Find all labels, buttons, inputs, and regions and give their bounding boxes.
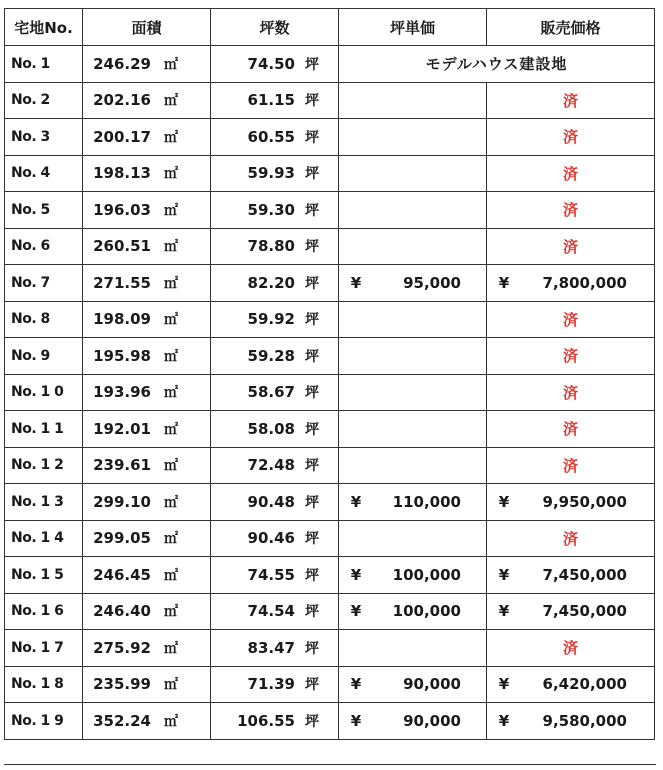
header-price: 販売価格 [487,9,655,46]
tsubo-unit: 坪 [305,348,319,365]
price-cell [487,484,655,521]
tsubo-unit: 坪 [305,56,319,73]
tsubo-cell [211,447,339,484]
unit-price-cell [339,82,487,119]
area-value: 299.05 [93,529,151,548]
area-value: 275.92 [93,638,151,657]
area-cell [83,411,211,448]
price-value: 9,950,000 [542,492,627,511]
unit-price-cell [339,630,487,667]
tsubo-unit: 坪 [305,166,319,183]
sqm-unit: ㎡ [164,93,178,110]
sqm-unit: ㎡ [164,348,178,365]
tsubo-cell [211,265,339,302]
tsubo-value: 71.39 [247,675,295,694]
area-cell [83,447,211,484]
area-value: 200.17 [93,127,151,146]
table-row [5,630,655,667]
lot-number: No. 9 [5,338,83,375]
table-row [5,447,655,484]
tsubo-value: 59.92 [247,310,295,329]
table-row [5,666,655,703]
sold-status: 済 [487,374,655,411]
header-unit-price: 坪単価 [339,9,487,46]
tsubo-unit: 坪 [305,202,319,219]
area-value: 198.09 [93,310,151,329]
area-cell [83,484,211,521]
sold-status: 済 [487,520,655,557]
tsubo-cell [211,557,339,594]
tsubo-value: 61.15 [247,91,295,110]
unit-price-cell [339,447,487,484]
sold-status: 済 [487,411,655,448]
unit-price-cell [339,411,487,448]
sqm-unit: ㎡ [164,202,178,219]
table-row [5,155,655,192]
lot-number: No. 1 6 [5,593,83,630]
area-cell [83,192,211,229]
tsubo-value: 78.80 [247,237,295,256]
tsubo-cell [211,338,339,375]
tsubo-value: 58.67 [247,383,295,402]
tsubo-value: 72.48 [247,456,295,475]
sold-status: 済 [487,155,655,192]
table-row [5,301,655,338]
lot-number: No. 7 [5,265,83,302]
table-row [5,593,655,630]
area-value: 246.45 [93,565,151,584]
sold-status: 済 [487,447,655,484]
area-cell [83,338,211,375]
lot-number: No. 1 [5,46,83,83]
area-cell [83,301,211,338]
unit-price-cell [339,155,487,192]
table-row [5,557,655,594]
lot-number: No. 8 [5,301,83,338]
tsubo-value: 90.46 [247,529,295,548]
unit-price-cell [339,301,487,338]
lot-number: No. 1 9 [5,703,83,740]
unit-price-cell [339,557,487,594]
tsubo-cell [211,520,339,557]
tsubo-cell [211,666,339,703]
sold-status: 済 [487,228,655,265]
tsubo-cell [211,82,339,119]
tsubo-cell [211,228,339,265]
yen-symbol: ¥ [350,492,362,511]
sqm-unit: ㎡ [164,494,178,511]
tsubo-unit: 坪 [305,421,319,438]
area-cell [83,666,211,703]
sqm-unit: ㎡ [164,677,178,694]
yen-symbol: ¥ [498,675,510,694]
tsubo-unit: 坪 [305,604,319,621]
tsubo-value: 59.93 [247,164,295,183]
lot-number: No. 6 [5,228,83,265]
sold-status: 済 [487,301,655,338]
area-value: 196.03 [93,200,151,219]
tsubo-value: 106.55 [237,711,295,730]
area-value: 352.24 [93,711,151,730]
price-value: 7,450,000 [542,602,627,621]
area-cell [83,265,211,302]
sqm-unit: ㎡ [164,385,178,402]
sqm-unit: ㎡ [164,275,178,292]
tsubo-unit: 坪 [305,275,319,292]
sold-status: 済 [487,119,655,156]
yen-symbol: ¥ [350,711,362,730]
sqm-unit: ㎡ [164,129,178,146]
tsubo-value: 60.55 [247,127,295,146]
price-cell [487,593,655,630]
sold-status: 済 [487,192,655,229]
unit-price-cell [339,119,487,156]
area-value: 260.51 [93,237,151,256]
sold-status: 済 [487,82,655,119]
table-row [5,703,655,740]
table-row [5,520,655,557]
tsubo-cell [211,119,339,156]
header-row [5,9,655,46]
yen-symbol: ¥ [350,602,362,621]
tsubo-cell [211,484,339,521]
price-cell [487,666,655,703]
tsubo-value: 90.48 [247,492,295,511]
tsubo-value: 58.08 [247,419,295,438]
tsubo-unit: 坪 [305,239,319,256]
table-row [5,228,655,265]
tsubo-value: 74.50 [247,54,295,73]
lot-price-table [4,8,655,740]
table-row [5,192,655,229]
area-value: 202.16 [93,91,151,110]
price-value: 9,580,000 [542,711,627,730]
lot-number: No. 4 [5,155,83,192]
area-value: 192.01 [93,419,151,438]
unit-price-cell [339,265,487,302]
unit-price-value: 95,000 [403,273,461,292]
tsubo-value: 83.47 [247,638,295,657]
area-cell [83,374,211,411]
unit-price-value: 100,000 [392,565,461,584]
table-row [5,82,655,119]
sqm-unit: ㎡ [164,604,178,621]
price-value: 7,450,000 [542,565,627,584]
lot-number: No. 1 4 [5,520,83,557]
area-cell [83,703,211,740]
tsubo-cell [211,46,339,83]
area-value: 198.13 [93,164,151,183]
tsubo-unit: 坪 [305,640,319,657]
lot-number: No. 1 2 [5,447,83,484]
sqm-unit: ㎡ [164,421,178,438]
lot-number: No. 2 [5,82,83,119]
area-cell [83,46,211,83]
unit-price-cell [339,484,487,521]
area-cell [83,119,211,156]
tsubo-value: 82.20 [247,273,295,292]
tsubo-unit: 坪 [305,93,319,110]
lot-number: No. 1 8 [5,666,83,703]
area-cell [83,520,211,557]
unit-price-cell [339,593,487,630]
table-row [5,46,655,83]
area-value: 239.61 [93,456,151,475]
sqm-unit: ㎡ [164,531,178,548]
yen-symbol: ¥ [498,273,510,292]
table-row [5,374,655,411]
sqm-unit: ㎡ [164,567,178,584]
lot-number: No. 3 [5,119,83,156]
price-cell [487,703,655,740]
price-value: 6,420,000 [542,675,627,694]
area-cell [83,155,211,192]
area-value: 299.10 [93,492,151,511]
sqm-unit: ㎡ [164,458,178,475]
sqm-unit: ㎡ [164,166,178,183]
price-value: 7,800,000 [542,273,627,292]
unit-price-cell [339,228,487,265]
tsubo-value: 59.30 [247,200,295,219]
table-row [5,411,655,448]
tsubo-unit: 坪 [305,567,319,584]
tsubo-unit: 坪 [305,494,319,511]
sold-status: 済 [487,338,655,375]
tsubo-cell [211,411,339,448]
area-cell [83,557,211,594]
table-row [5,484,655,521]
unit-price-cell [339,520,487,557]
header-tsubo: 坪数 [211,9,339,46]
table-body [5,46,655,740]
unit-price-value: 90,000 [403,675,461,694]
price-cell [487,557,655,594]
table-continuation-edge [4,764,656,770]
unit-price-value: 110,000 [392,492,461,511]
header-area: 面積 [83,9,211,46]
lot-number: No. 1 7 [5,630,83,667]
lot-number: No. 1 5 [5,557,83,594]
unit-price-value: 100,000 [392,602,461,621]
yen-symbol: ¥ [498,492,510,511]
sqm-unit: ㎡ [164,640,178,657]
area-cell [83,630,211,667]
tsubo-cell [211,155,339,192]
sqm-unit: ㎡ [164,239,178,256]
tsubo-cell [211,703,339,740]
area-cell [83,593,211,630]
lot-number: No. 1 1 [5,411,83,448]
lot-number: No. 5 [5,192,83,229]
yen-symbol: ¥ [350,675,362,694]
tsubo-cell [211,374,339,411]
unit-price-cell [339,192,487,229]
tsubo-cell [211,192,339,229]
tsubo-unit: 坪 [305,713,319,730]
unit-price-value: 90,000 [403,711,461,730]
area-value: 271.55 [93,273,151,292]
tsubo-unit: 坪 [305,312,319,329]
sqm-unit: ㎡ [164,56,178,73]
tsubo-value: 74.55 [247,565,295,584]
tsubo-unit: 坪 [305,677,319,694]
tsubo-unit: 坪 [305,129,319,146]
unit-price-cell [339,666,487,703]
area-value: 246.29 [93,54,151,73]
lot-number: No. 1 3 [5,484,83,521]
yen-symbol: ¥ [350,273,362,292]
tsubo-cell [211,301,339,338]
unit-price-cell [339,338,487,375]
unit-price-cell [339,703,487,740]
lot-note: モデルハウス建設地 [339,46,655,83]
tsubo-value: 59.28 [247,346,295,365]
tsubo-cell [211,593,339,630]
header-lot-no: 宅地No. [5,9,83,46]
tsubo-value: 74.54 [247,602,295,621]
area-value: 246.40 [93,602,151,621]
tsubo-unit: 坪 [305,458,319,475]
area-cell [83,82,211,119]
area-value: 193.96 [93,383,151,402]
table-row [5,338,655,375]
yen-symbol: ¥ [498,602,510,621]
price-cell [487,265,655,302]
sqm-unit: ㎡ [164,713,178,730]
yen-symbol: ¥ [498,565,510,584]
table-row [5,265,655,302]
unit-price-cell [339,374,487,411]
tsubo-unit: 坪 [305,531,319,548]
area-cell [83,228,211,265]
yen-symbol: ¥ [350,565,362,584]
lot-number: No. 1 0 [5,374,83,411]
area-value: 195.98 [93,346,151,365]
yen-symbol: ¥ [498,711,510,730]
tsubo-cell [211,630,339,667]
sold-status: 済 [487,630,655,667]
tsubo-unit: 坪 [305,385,319,402]
sqm-unit: ㎡ [164,312,178,329]
area-value: 235.99 [93,675,151,694]
table-row [5,119,655,156]
